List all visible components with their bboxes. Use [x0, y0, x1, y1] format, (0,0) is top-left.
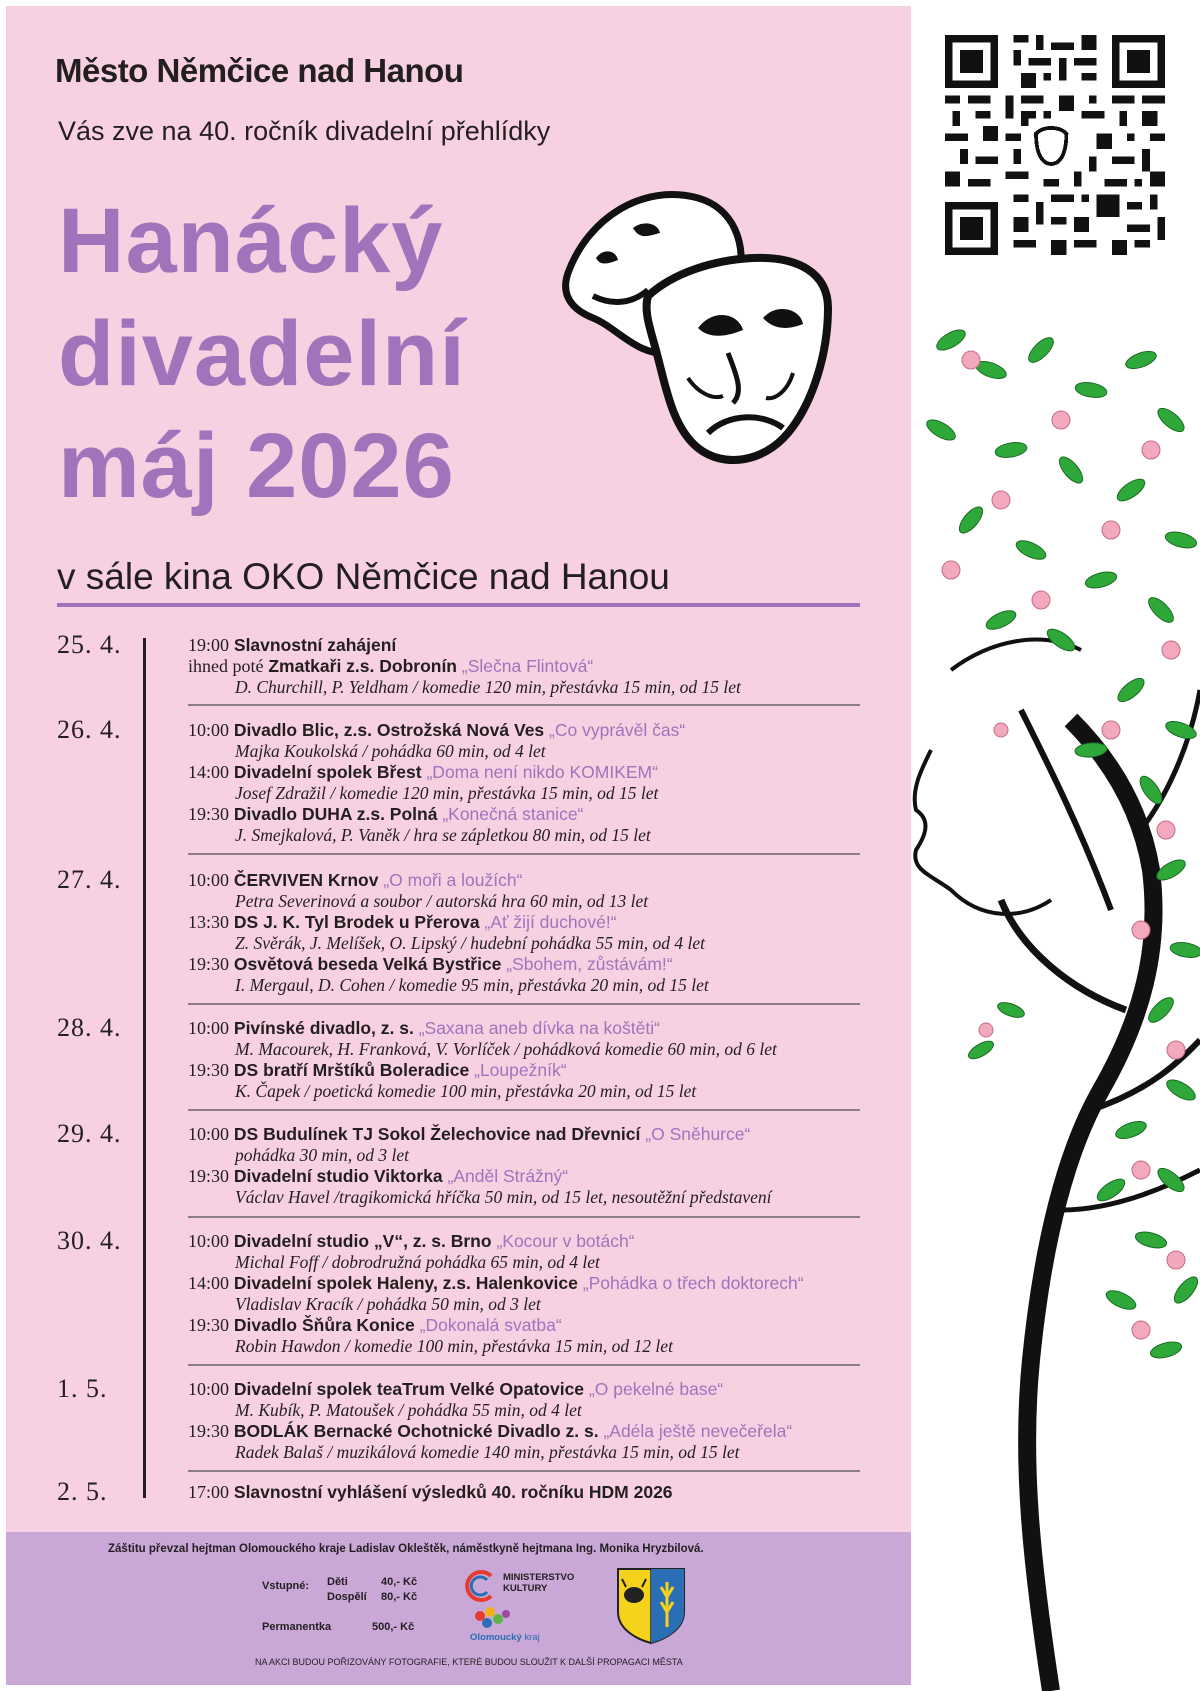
- children-price: 40,- Kč: [381, 1576, 418, 1588]
- event-description: K. Čapek / poetická komedie 100 min, přestávka 20 min, od 15 let: [235, 1081, 697, 1101]
- event-play: „Loupežník“: [474, 1060, 567, 1080]
- ministry-text-line-2: KULTURY: [503, 1583, 548, 1594]
- day-date: 29. 4.: [57, 1119, 122, 1148]
- event-line: [188, 1060, 567, 1081]
- event-line: [188, 1421, 792, 1442]
- region-suffix: kraj: [524, 1632, 540, 1643]
- patronage-text: Záštitu převzal hejtman Olomouckého kraje Ladislav Okleštěk, náměstkyně hejtmana Ing. Monika Hryzbilová.: [108, 1543, 704, 1555]
- day-separator: [188, 1470, 860, 1472]
- event-group: Divadelní spolek teaTrum Velké Opatovice: [233, 1379, 585, 1399]
- event-line: [188, 1379, 723, 1400]
- event-prefix: ihned poté: [188, 656, 264, 676]
- town-coat-of-arms: [616, 1567, 686, 1645]
- event-group: DS J. K. Tyl Brodek u Přerova: [233, 912, 480, 932]
- event-group: ČERVIVEN Krnov: [233, 870, 379, 890]
- event-play: „Kocour v botách“: [496, 1231, 635, 1251]
- event-play: „Sbohem, zůstávám!“: [506, 954, 673, 974]
- event-group: Osvětová beseda Velká Bystřice: [233, 954, 502, 974]
- children-label: Děti: [327, 1576, 348, 1588]
- day-separator: [188, 704, 860, 706]
- day-separator: [188, 1364, 860, 1366]
- olomoucky-kraj-logo: [470, 1606, 526, 1630]
- day-separator: [188, 1109, 860, 1111]
- event-description: M. Kubík, P. Matoušek / pohádka 55 min, od 4 let: [235, 1400, 582, 1420]
- entry-label: Vstupné:: [262, 1580, 310, 1592]
- event-time: 19:30: [188, 1166, 230, 1186]
- event-description: Michal Foff / dobrodružná pohádka 65 min, od 4 let: [235, 1252, 600, 1272]
- event-group: Divadelní studio „V“, z. s. Brno: [233, 1231, 492, 1251]
- event-description: M. Macourek, H. Franková, V. Vorlíček / pohádková komedie 60 min, od 6 let: [235, 1039, 777, 1059]
- event-group: Pivínské divadlo, z. s.: [233, 1018, 414, 1038]
- theatre-masks-illustration: [548, 178, 898, 508]
- event-time: 14:00: [188, 1273, 230, 1293]
- event-play: „O Sněhurce“: [645, 1124, 751, 1144]
- pass-label: Permanentka: [262, 1621, 332, 1633]
- event-time: 10:00: [188, 1231, 230, 1251]
- event-line: [188, 1482, 673, 1503]
- event-line: [188, 804, 583, 825]
- event-play: „Adéla ještě nevečeřela“: [603, 1421, 793, 1441]
- ministry-of-culture-logo: [463, 1568, 499, 1604]
- schedule-rail: [143, 638, 146, 1498]
- adults-price: 80,- Kč: [381, 1591, 418, 1603]
- event-group: Divadlo DUHA z.s. Polná: [233, 804, 438, 824]
- event-group: Divadelní studio Viktorka: [233, 1166, 443, 1186]
- event-line: [188, 912, 617, 933]
- event-play: „Ať žijí duchové!“: [484, 912, 617, 932]
- event-line: [188, 870, 522, 891]
- event-line: [188, 1166, 568, 1187]
- event-description: Václav Havel /tragikomická hříčka 50 min, od 15 let, nesoutěžní představení: [235, 1187, 772, 1207]
- venue-underline: [57, 603, 860, 607]
- event-group: Slavnostní vyhlášení výsledků 40. ročníku HDM 2026: [233, 1482, 673, 1502]
- day-date: 25. 4.: [57, 630, 122, 659]
- event-play: „Doma není nikdo KOMIKEM“: [426, 762, 658, 782]
- day-date: 26. 4.: [57, 715, 122, 744]
- event-time: 10:00: [188, 720, 230, 740]
- event-line: [188, 1273, 804, 1294]
- event-time: 19:30: [188, 804, 230, 824]
- event-description: Majka Koukolská / pohádka 60 min, od 4 let: [235, 741, 546, 761]
- event-time: 19:00: [188, 635, 230, 655]
- event-play: „Dokonalá svatba“: [419, 1315, 562, 1335]
- day-date: 28. 4.: [57, 1013, 122, 1042]
- event-name: Slavnostní zahájení: [233, 635, 397, 655]
- event-group: Divadelní spolek Haleny, z.s. Halenkovice: [233, 1273, 578, 1293]
- event-time: 10:00: [188, 1124, 230, 1144]
- event-line: [188, 1124, 750, 1145]
- event-line: [188, 1315, 562, 1336]
- event-group: DS Budulínek TJ Sokol Želechovice nad Dřevnicí: [233, 1124, 641, 1144]
- event-play: „Saxana aneb dívka na koštěti“: [418, 1018, 660, 1038]
- photo-notice: NA AKCI BUDOU POŘIZOVÁNY FOTOGRAFIE, KTERÉ BUDOU SLOUŽIT K DALŠÍ PROPAGACI MĚSTA: [255, 1657, 683, 1667]
- event-time: 19:30: [188, 954, 230, 974]
- event-line: [188, 1018, 660, 1039]
- event-group: BODLÁK Bernacké Ochotnické Divadlo z. s.: [233, 1421, 599, 1441]
- event-description: Petra Severinová a soubor / autorská hra 60 min, od 13 let: [235, 891, 649, 911]
- event-description: Josef Zdražil / komedie 120 min, přestávka 15 min, od 15 let: [235, 783, 659, 803]
- region-name: Olomoucký: [470, 1632, 522, 1643]
- festival-title-line-2: divadelní: [58, 303, 466, 405]
- event-line: [188, 954, 673, 975]
- adults-label: Dospělí: [327, 1591, 367, 1603]
- day-date: 1. 5.: [57, 1374, 108, 1403]
- event-time: 10:00: [188, 870, 230, 890]
- event-play: „Pohádka o třech doktorech“: [582, 1273, 804, 1293]
- event-group: Divadlo Blic, z.s. Ostrožská Nová Ves: [233, 720, 545, 740]
- event-time: 10:00: [188, 1379, 230, 1399]
- event-time: 17:00: [188, 1482, 230, 1502]
- day-date: 27. 4.: [57, 865, 122, 894]
- olomoucky-kraj-text: [470, 1632, 540, 1643]
- event-line: [188, 762, 658, 783]
- event-description: I. Mergaul, D. Cohen / komedie 95 min, přestávka 20 min, od 15 let: [235, 975, 709, 995]
- day-date: 2. 5.: [57, 1477, 108, 1506]
- pass-price: 500,- Kč: [372, 1621, 415, 1633]
- festival-title-line-3: máj 2026: [58, 415, 455, 517]
- event-description: Robin Hawdon / komedie 100 min, přestávka 15 min, od 12 let: [235, 1336, 673, 1356]
- event-line: [188, 720, 685, 741]
- day-separator: [188, 1003, 860, 1005]
- day-separator: [188, 1216, 860, 1218]
- event-play: „Anděl Strážný“: [447, 1166, 569, 1186]
- event-line: [188, 1231, 635, 1252]
- event-description: J. Smejkalová, P. Vaněk / hra se zápletkou 80 min, od 15 let: [235, 825, 651, 845]
- event-play: „Slečna Flintová“: [461, 656, 594, 676]
- event-time: 19:30: [188, 1421, 230, 1441]
- event-group: Zmatkaři z.s. Dobronín: [268, 656, 457, 676]
- event-play: „Konečná stanice“: [442, 804, 584, 824]
- event-description: Radek Balaš / muzikálová komedie 140 min, přestávka 15 min, od 15 let: [235, 1442, 740, 1462]
- event-description: Vladislav Kracík / pohádka 50 min, od 3 let: [235, 1294, 541, 1314]
- event-group: Divadlo Šňůra Konice: [233, 1315, 415, 1335]
- event-play: „O pekelné base“: [588, 1379, 724, 1399]
- event-play: „Co vyprávěl čas“: [549, 720, 686, 740]
- event-description: Z. Svěrák, J. Melíšek, O. Lipský / hudební pohádka 55 min, od 4 let: [235, 933, 705, 953]
- event-time: 19:30: [188, 1315, 230, 1335]
- organizer-name: Město Němčice nad Hanou: [55, 52, 464, 89]
- event-description: D. Churchill, P. Yeldham / komedie 120 min, přestávka 15 min, od 15 let: [235, 677, 741, 697]
- day-separator: [188, 853, 860, 855]
- event-description: pohádka 30 min, od 3 let: [235, 1145, 410, 1165]
- event-line: [188, 635, 396, 656]
- invitation-text: Vás zve na 40. ročník divadelní přehlídky: [58, 116, 551, 146]
- event-group: Divadelní spolek Břest: [233, 762, 422, 782]
- day-date: 30. 4.: [57, 1226, 122, 1255]
- event-line: [188, 656, 593, 677]
- venue-text: v sále kina OKO Němčice nad Hanou: [57, 556, 670, 597]
- event-time: 14:00: [188, 762, 230, 782]
- ministry-text-line-1: MINISTERSTVO: [503, 1572, 575, 1583]
- qr-code[interactable]: [945, 35, 1165, 255]
- event-time: 13:30: [188, 912, 230, 932]
- event-play: „O moři a loužích“: [383, 870, 523, 890]
- event-time: 10:00: [188, 1018, 230, 1038]
- event-time: 19:30: [188, 1060, 230, 1080]
- blossom-tree-face-illustration: [911, 310, 1200, 1691]
- festival-title-line-1: Hanácký: [58, 190, 444, 292]
- event-group: DS bratří Mrštíků Boleradice: [233, 1060, 470, 1080]
